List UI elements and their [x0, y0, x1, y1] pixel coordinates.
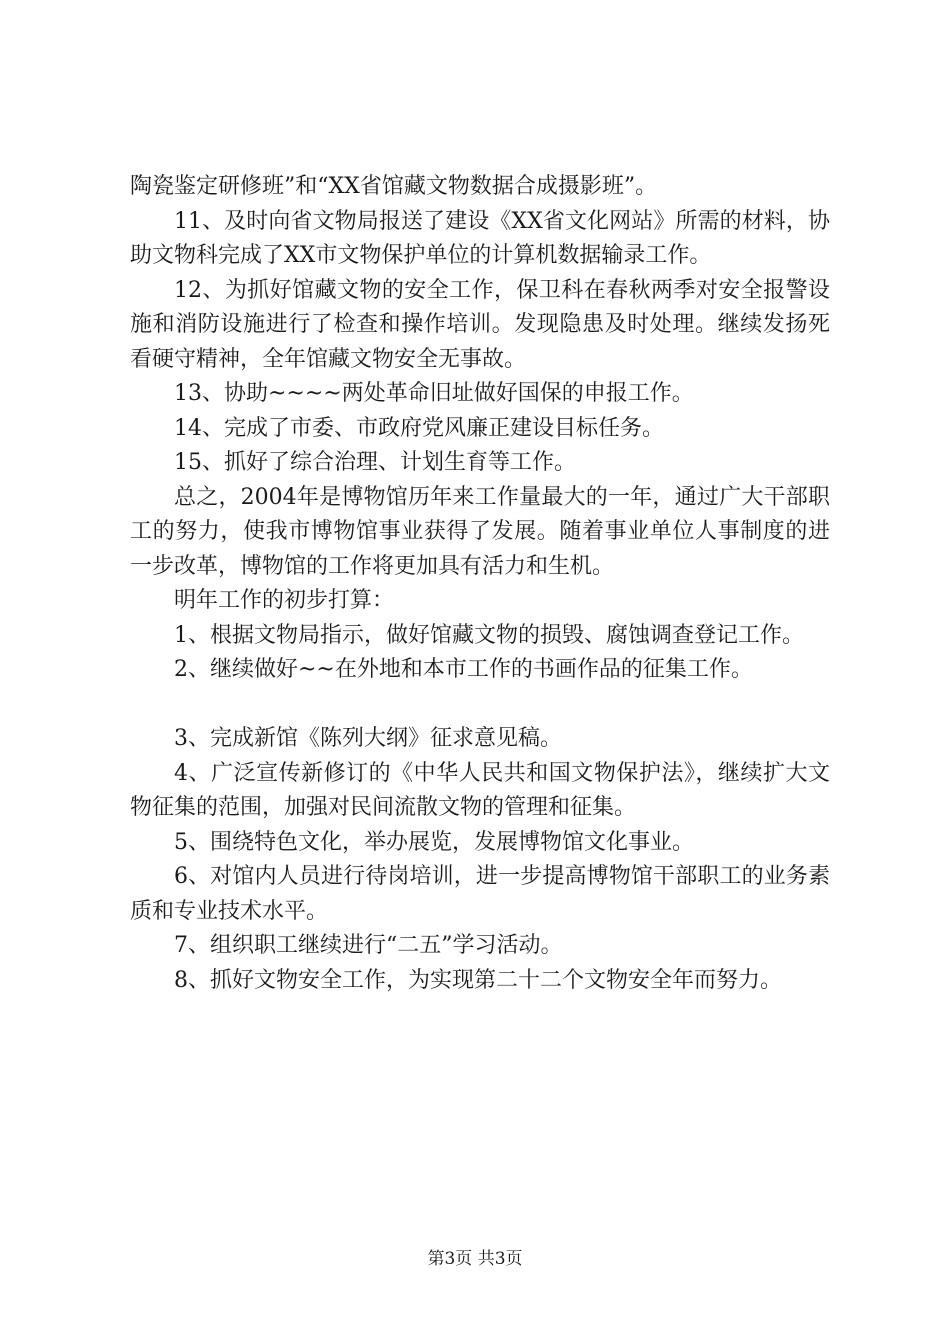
paragraph: 陶瓷鉴定研修班”和“XX省馆藏文物数据合成摄影班”。	[130, 174, 658, 199]
paragraph: 8、抓好文物安全工作，为实现第二十二个文物安全年而努力。	[174, 967, 782, 993]
paragraph: 7、组织职工继续进行“二五”学习活动。	[174, 933, 563, 958]
paragraph: 14、完成了市委、市政府党风廉正建设目标任务。	[174, 415, 664, 441]
page-footer: 第3页 共3页	[427, 1249, 523, 1269]
paragraph: 3、完成新馆《陈列大纲》征求意见稿。	[174, 726, 562, 751]
paragraph: 2、继续做好~~在外地和本市工作的书画作品的征集工作。	[174, 657, 753, 682]
paragraph: 15、抓好了综合治理、计划生育等工作。	[174, 450, 576, 475]
paragraph: 总之，2004年是博物馆历年来工作量最大的一年，通过广大干部职工的努力，使我市博物馆事业获得了发展。随着事业单位人事制度的进一步改革，博物馆的工作将更加具有活力和生机。	[130, 484, 830, 579]
paragraph: 4、广泛宣传新修订的《中华人民共和国文物保护法》，继续扩大文物征集的范围，加强对民间流散文物的管理和征集。	[130, 760, 830, 820]
paragraph: 1、根据文物局指示，做好馆藏文物的损毁、腐蚀调查登记工作。	[174, 622, 804, 648]
paragraph: 明年工作的初步打算：	[174, 588, 395, 613]
paragraph: 13、协助~~~~两处革命旧址做好国保的申报工作。	[174, 381, 694, 406]
document-body	[130, 170, 830, 998]
paragraph: 6、对馆内人员进行待岗培训，进一步提高博物馆干部职工的业务素质和专业技术水平。	[130, 864, 830, 924]
paragraph: 11、及时向省文物局报送了建设《XX省文化网站》所需的材料，协助文物科完成了XX市文物保护单位的计算机数据输录工作。	[130, 208, 830, 268]
paragraph: 12、为抓好馆藏文物的安全工作，保卫科在春秋两季对安全报警设施和消防设施进行了检查和操作培训。发现隐患及时处理。继续发扬死看硬守精神，全年馆藏文物安全无事故。	[130, 277, 830, 372]
blank-line	[130, 688, 830, 723]
paragraph: 5、围绕特色文化，举办展览，发展博物馆文化事业。	[174, 829, 694, 855]
